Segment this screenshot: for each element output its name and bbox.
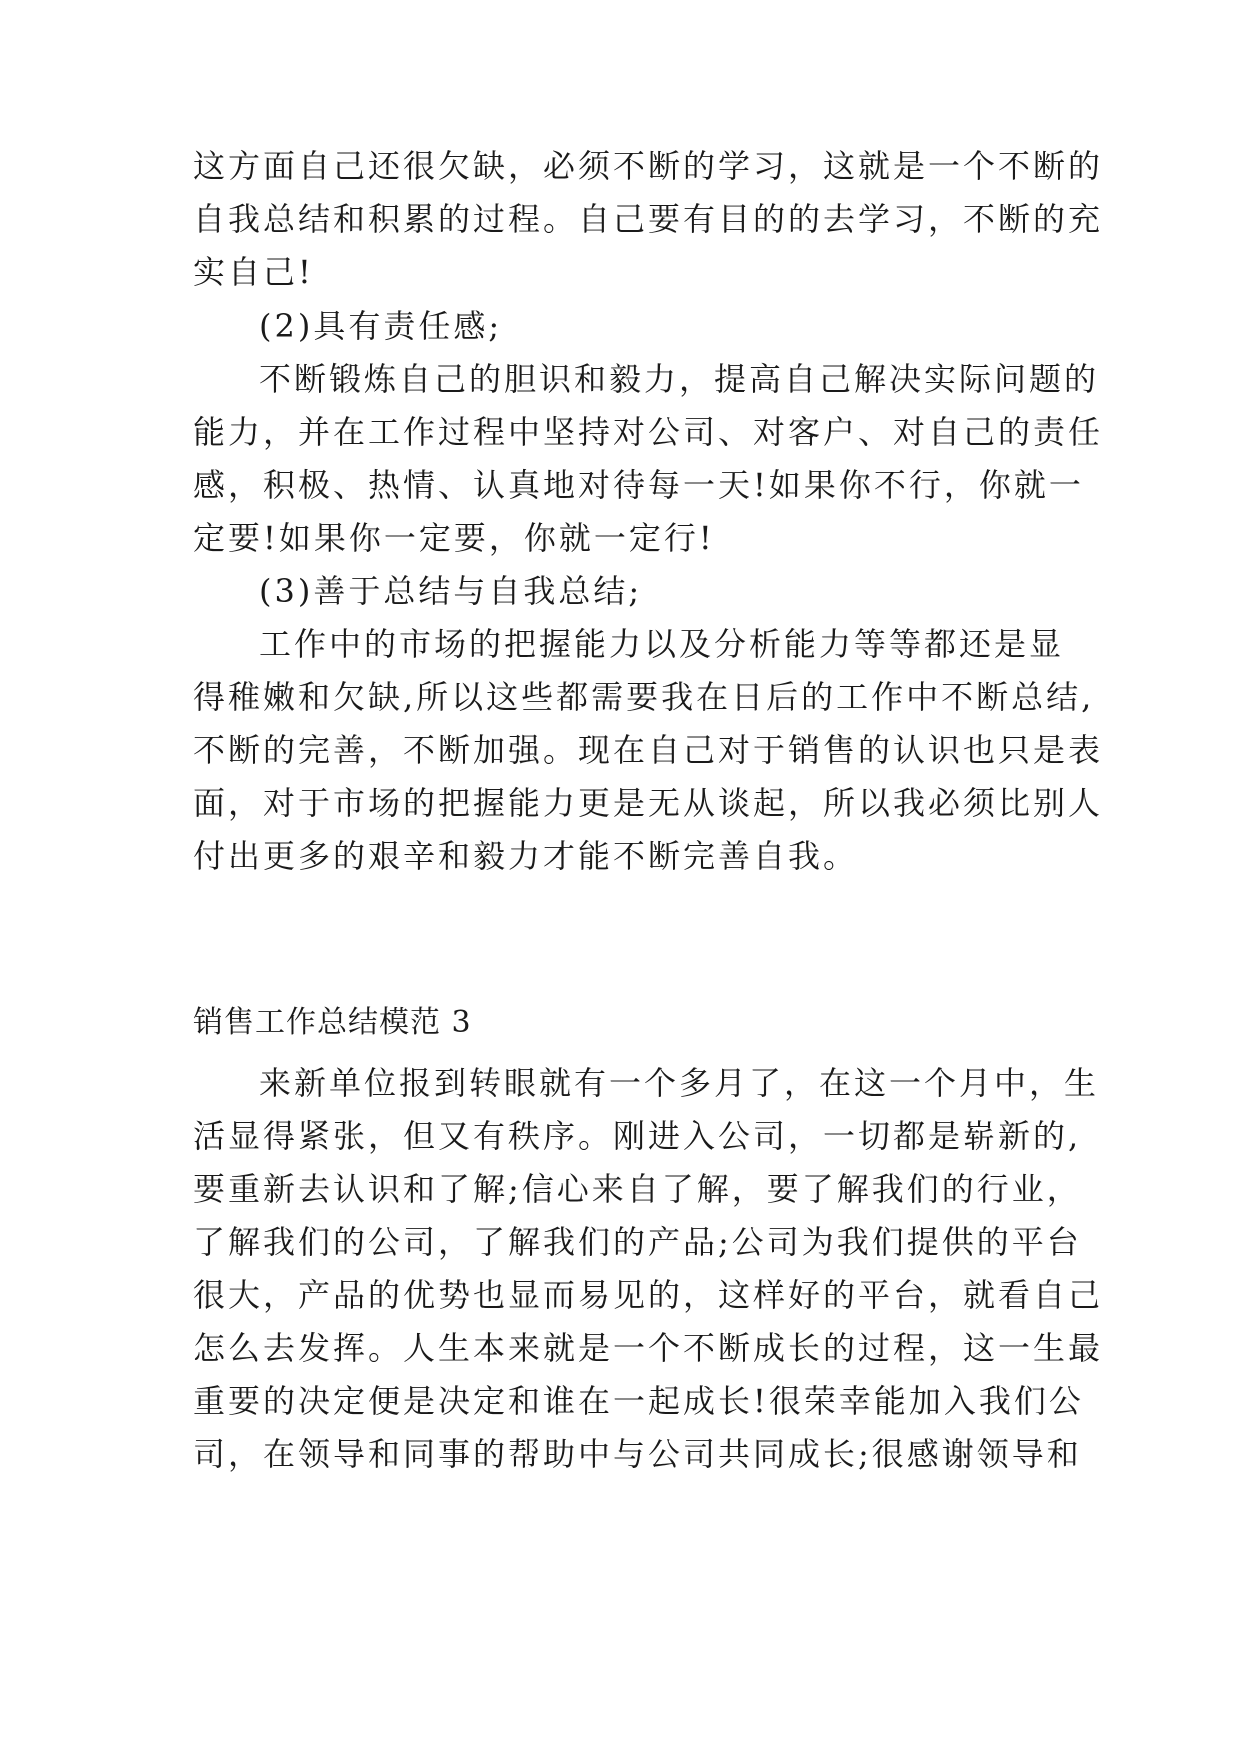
paragraph-line: 能力，并在工作过程中坚持对公司、对客户、对自己的责任 [193,413,1104,451]
paragraph-line: 工作中的市场的把握能力以及分析能力等等都还是显 [259,625,1065,663]
section-3-heading [193,1003,1073,1043]
item-2-body [193,359,1104,558]
paragraph-line: 面，对于市场的把握能力更是无从谈起，所以我必须比别人 [193,784,1104,822]
paragraph-line: 这方面自己还很欠缺，必须不断的学习，这就是一个不断的 [193,147,1104,185]
paragraph-line: 感，积极、热情、认真地对待每一天!如果你不行，你就一 [193,466,1084,504]
list-item-heading: (2)具有责任感; [259,307,503,345]
section-3-body [193,1063,1104,1474]
paragraph-line: 实自己! [193,253,314,291]
paragraph-line: 定要!如果你一定要，你就一定行! [193,519,715,557]
paragraph-line: 了解我们的公司，了解我们的产品;公司为我们提供的平台 [193,1223,1082,1261]
item-3-title [193,571,1073,611]
item-3-body [193,624,1104,876]
list-item-heading: (3)善于总结与自我总结; [259,572,643,610]
item-2-title [193,306,1073,346]
paragraph-line: 怎么去发挥。人生本来就是一个不断成长的过程，这一生最 [193,1329,1104,1367]
paragraph-line: 不断锻炼自己的胆识和毅力，提高自己解决实际问题的 [259,360,1100,398]
paragraph-line: 得稚嫩和欠缺,所以这些都需要我在日后的工作中不断总结, [193,678,1095,716]
paragraph-line: 不断的完善，不断加强。现在自己对于销售的认识也只是表 [193,731,1104,769]
paragraph-line: 司，在领导和同事的帮助中与公司共同成长;很感谢领导和 [193,1435,1082,1473]
paragraph-line: 重要的决定便是决定和谁在一起成长!很荣幸能加入我们公 [193,1382,1084,1420]
paragraph-line: 要重新去认识和了解;信心来自了解，要了解我们的行业， [193,1170,1082,1208]
paragraph-line: 来新单位报到转眼就有一个多月了，在这一个月中，生 [259,1064,1100,1102]
section-2-continuation [193,146,1104,292]
paragraph-line: 很大，产品的优势也显而易见的，这样好的平台，就看自己 [193,1276,1104,1314]
paragraph-line: 自我总结和积累的过程。自己要有目的的去学习，不断的充 [193,200,1104,238]
paragraph-line: 活显得紧张，但又有秩序。刚进入公司，一切都是崭新的, [193,1117,1082,1155]
paragraph-line: 付出更多的艰辛和毅力才能不断完善自我。 [193,837,859,875]
section-title: 销售工作总结模范 3 [193,1005,472,1040]
